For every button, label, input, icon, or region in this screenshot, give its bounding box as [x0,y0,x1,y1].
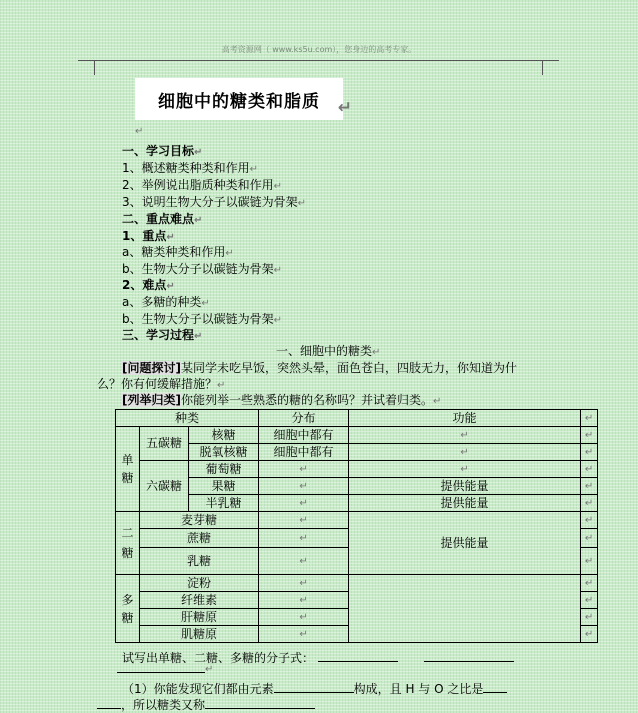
inquiry-paragraph-cont: 么？你有何缓解措施？↵ [97,377,226,391]
outline-item [122,261,306,278]
lactose: 乳糖 [140,548,259,575]
sugar-table [115,409,598,643]
ribose: 核糖 [189,427,259,444]
list-paragraph: [列举归类]你能列举一些熟悉的糖的名称吗？并试着归类。↵ [122,393,442,407]
formula-blank-1[interactable] [318,649,398,662]
outline-item-text: b、生物大分子以碳链为骨架 [122,311,274,326]
question-1-cont: ，所以糖类又称 [97,696,315,713]
di-label: 二糖 [116,512,140,575]
formula-blank-2[interactable] [424,649,514,662]
formula-blank-3[interactable] [117,672,205,673]
outline-item [122,277,306,294]
paragraph-mark: ↵ [225,248,234,260]
page-header: 高考资源网（ www.ks5u.com），您身边的高考专家。 [221,45,417,54]
outline-item-text: 2、难点 [122,278,167,293]
paragraph-mark: ↵ [273,314,283,326]
section-title: 一、细胞中的糖类↵ [276,344,381,358]
formula-prompt: 试写出单糖、二糖、多糖的分子式： [122,649,514,666]
paragraph-mark: ↵ [273,181,283,192]
starch: 淀粉 [140,575,259,592]
outline-item-text: 1、概述糖类种类和作用 [122,161,250,175]
elements-blank[interactable] [274,680,354,693]
outline-item [122,228,306,245]
header-corner-right [542,60,559,75]
header-corner-left [78,60,95,75]
mono-label: 单糖 [116,427,140,512]
outline-item [122,294,306,311]
outline-item-text: a、多糖的种类 [122,294,202,309]
fructose: 果糖 [189,478,259,495]
ratio-blank[interactable] [483,680,507,693]
paragraph-mark: ↵ [249,164,259,175]
table-row: 果糖 ↵ 提供能量 ↵ [116,478,598,495]
outline-item-text: a、糖类种类和作用 [122,245,226,260]
outline-item [122,244,306,261]
sucrose: 蔗糖 [140,529,259,548]
ribose-distribution: 细胞中都有 [259,427,349,444]
deoxyribose-distribution: 细胞中都有 [259,444,349,461]
outline-item [122,327,306,343]
outline-item [122,311,306,328]
paragraph-mark: ↵ [297,198,307,209]
outline-item [122,194,306,211]
table-row: 肌糖原 ↵ ↵ [116,626,598,643]
outline [122,143,306,343]
list-tag: [列举归类] [122,393,181,407]
alias-blank[interactable] [205,696,315,709]
page-title: 细胞中的糖类和脂质 [158,91,320,112]
ratio-blank-cont[interactable] [97,696,121,709]
cellulose: 纤维素 [140,592,259,609]
paragraph-mark: ↵ [166,231,175,243]
table-row: 半乳糖 ↵ 提供能量 ↵ [116,495,598,512]
outline-item [122,177,306,194]
table-row: 蔗糖 ↵ ↵ [116,529,598,548]
paragraph-mark: ↵ [135,126,144,137]
poly-label: 多糖 [116,575,140,643]
table-row: 肝糖原 ↵ ↵ [116,609,598,626]
list-text: 你能列举一些熟悉的糖的名称吗？并试着归类。 [180,393,433,407]
title-box [135,78,353,120]
liver-glycogen: 肝糖原 [140,609,259,626]
table-row: 六碳糖 葡萄糖 ↵ ↵ ↵ [116,461,598,478]
outline-item [122,143,306,160]
pentose-label: 五碳糖 [140,427,189,461]
outline-item-text: 二、重点难点 [122,212,195,226]
table-row: 单糖 五碳糖 核糖 细胞中都有 ↵ ↵ [116,427,598,444]
table-row: 多糖 淀粉 ↵ ↵ [116,575,598,592]
header-rule [94,60,542,61]
maltose: 麦芽糖 [140,512,259,529]
deoxyribose: 脱氧核糖 [189,444,259,461]
table-row: 二糖 麦芽糖 ↵ 提供能量 ↵ [116,512,598,529]
table-row: 乳糖 ↵ ↵ [116,548,598,575]
paragraph-mark: ↵ [194,331,203,343]
galactose-function: 提供能量 [349,495,581,512]
glucose: 葡萄糖 [189,461,259,478]
paragraph-mark: ↵ [337,98,353,118]
outline-item [122,211,306,228]
paragraph-mark: ↵ [205,664,214,675]
table-row: 种类 分布 功能 ↵ [116,410,598,427]
outline-item-text: 2、举例说出脂质种类和作用 [122,178,274,192]
fructose-function: 提供能量 [349,478,581,495]
question-1: （1）你能发现它们都由元素 构成，且 H 与 O 之比是 [122,680,507,697]
outline-item-text: 一、学习目标 [122,144,195,158]
outline-item [122,160,306,177]
inquiry-tag: [问题探讨] [122,361,181,375]
disaccharide-function: 提供能量 [349,512,581,575]
header-distribution: 分布 [259,410,349,427]
paragraph-mark: ↵ [166,281,175,293]
paragraph-mark: ↵ [201,297,210,309]
outline-item-text: 1、重点 [122,228,167,243]
outline-item-text: 三、学习过程 [122,328,195,343]
header-function: 功能 [349,410,581,427]
outline-item-text: 3、说明生物大分子以碳链为骨架 [122,195,298,209]
paragraph-mark: ↵ [273,264,283,276]
galactose: 半乳糖 [189,495,259,512]
table-row: 纤维素 ↵ ↵ [116,592,598,609]
inquiry-text: 某同学未吃早饭，突然头晕，面色苍白，四肢无力，你知道为什 [180,361,517,375]
inquiry-paragraph [122,360,517,376]
muscle-glycogen: 肌糖原 [140,626,259,643]
hexose-label: 六碳糖 [140,461,189,512]
header-type: 种类 [116,410,259,427]
outline-item-text: b、生物大分子以碳链为骨架 [122,261,274,276]
table-row: 脱氧核糖 细胞中都有 ↵ ↵ [116,444,598,461]
paragraph-mark: ↵ [194,215,203,226]
paragraph-mark: ↵ [194,147,203,158]
